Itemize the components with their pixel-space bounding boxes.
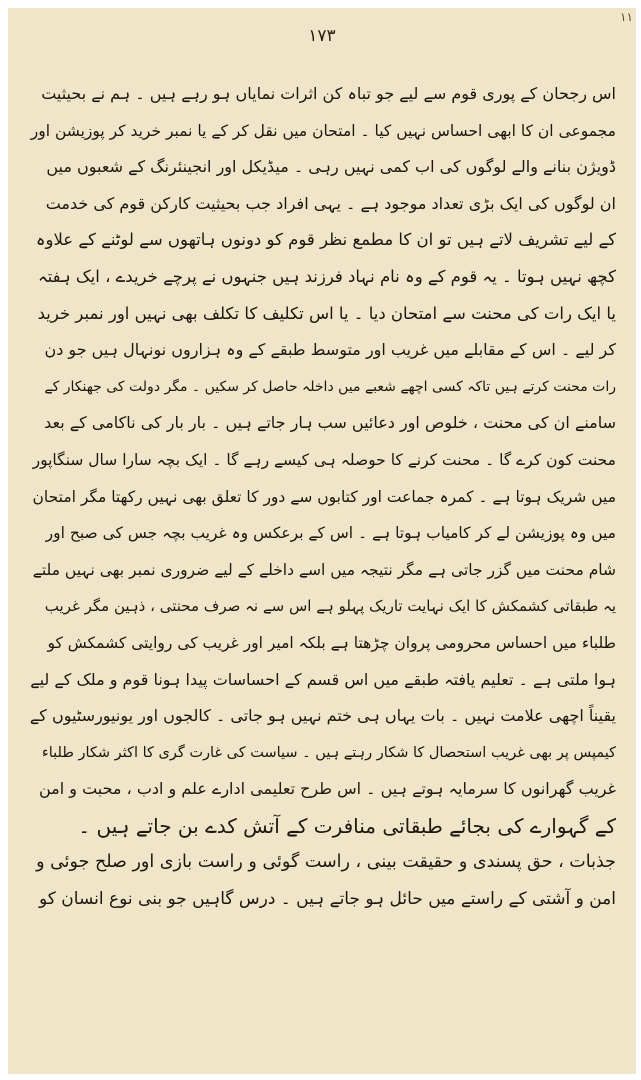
text-line-4: ان لوگوں کی ایک بڑی تعداد موجود ہے ۔ یہی افراد جب بحیثیت کارکن قوم کی خدمت <box>45 193 616 213</box>
text-line-11: محنت کون کرے گا ۔ محنت کرنے کا حوصلہ ہی کیسے رہے گا ۔ ایک بچہ سارا سال سنگاپور <box>32 450 616 469</box>
text-line-19: کیمپس پر بھی غریب استحصال کا شکار رہتے ہیں ۔ سیاست کی غارت گری کا اکثر شکار طلباء <box>41 744 616 761</box>
text-line-10: سامنے ان کی محنت ، خلوص اور دعائیں سب ہار جاتے ہیں ۔ بار بار کی ناکامی کے بعد <box>44 413 616 433</box>
text-line-23: امن و آشتی کے راستے میں حائل ہو جاتے ہیں ۔ درس گاہیں جو بنی نوع انسان کو <box>39 889 616 910</box>
text-line-15: یہ طبقاتی کشمکش کا ایک نہایت تاریک پہلو ہے اس سے نہ صرف محنتی ، ذہین مگر غریب <box>44 597 616 616</box>
corner-mark: ۱۱ <box>620 10 633 24</box>
text-line-2: مجموعی ان کا ابھی احساس نہیں کیا ۔ امتحان میں نقل کر کے یا نمبر خرید کر پوزیشن اور <box>30 121 616 140</box>
scanned-book-page <box>8 8 636 1074</box>
body-text <box>30 76 616 918</box>
text-line-9: رات محنت کرتے ہیں تاکہ کسی اچھے شعبے میں داخلہ حاصل کر سکیں ۔ مگر دولت کی جھنکار کے <box>44 378 616 395</box>
text-line-6: کچھ نہیں ہوتا ۔ یہ قوم کے وہ نام نہاد فرزند ہیں جنہوں نے پرچے خریدے ، ایک ہفتہ <box>37 266 616 286</box>
text-line-3: ڈویژن بنانے والے لوگوں کی اب کمی نہیں رہی ۔ میڈیکل اور انجینئرنگ کے شعبوں میں <box>46 157 616 177</box>
text-line-7: یا ایک رات کی محنت سے امتحان دیا ۔ یا اس تکلیف کا تکلف بھی نہیں اور نمبر خرید <box>37 303 616 323</box>
text-line-20: غریب گھرانوں کا سرمایہ ہوتے ہیں ۔ اس طرح تعلیمی ادارے علم و ادب ، محبت و امن <box>38 779 616 799</box>
text-line-13: میں وہ پوزیشن لے کر کامیاب ہوتا ہے ۔ اس کے برعکس وہ غریب بچہ جس کی صبح اور <box>45 524 616 543</box>
text-line-16: طلباء میں احساس محرومی پروان چڑھتا ہے بلکہ امیر اور غریب کی روایتی کشمکش کو <box>47 633 616 652</box>
text-line-12: میں شریک ہوتا ہے ۔ کمرہ جماعت اور کتابوں سے دور کا تعلق بھی نہیں رکھتا مگر امتحان <box>32 487 616 506</box>
page-number: ۱۷۳ <box>308 26 336 46</box>
text-line-5: کے لیے تشریف لاتے ہیں تو ان کا مطمع نظر قوم کو دونوں ہاتھوں سے لوٹنے کے علاوہ <box>35 230 616 250</box>
text-line-21: کے گہوارے کی بجائے طبقاتی منافرت کے آتش کدے بن جاتے ہیں ۔ <box>78 813 616 838</box>
text-line-1: اس رجحان کے پوری قوم سے لیے جو تباہ کن اثرات نمایاں ہو رہے ہیں ۔ ہم نے بحیثیت <box>41 84 616 103</box>
text-line-17: ہوا ملتی ہے ۔ تعلیم یافتہ طبقے میں اس قسم کے احساسات پیدا ہونا قوم و ملک کے لیے <box>30 669 616 689</box>
text-line-14: شام محنت میں گزر جاتی ہے مگر نتیجہ میں اسے داخلے کے لیے ضروری نمبر بھی نہیں ملتے <box>32 560 616 579</box>
text-line-8: کر لیے ۔ اس کے مقابلے میں غریب اور متوسط طبقے کے وہ ہزاروں نونہال ہیں جو دن <box>44 340 616 360</box>
text-line-22: جذبات ، حق پسندی و حقیقت بینی ، راست گوئی و راست بازی اور صلح جوئی و <box>36 852 616 873</box>
text-line-18: یقیناً اچھی علامت نہیں ۔ بات یہاں ہی ختم نہیں ہو جاتی ۔ کالجوں اور یونیورسٹیوں کے <box>30 706 616 726</box>
